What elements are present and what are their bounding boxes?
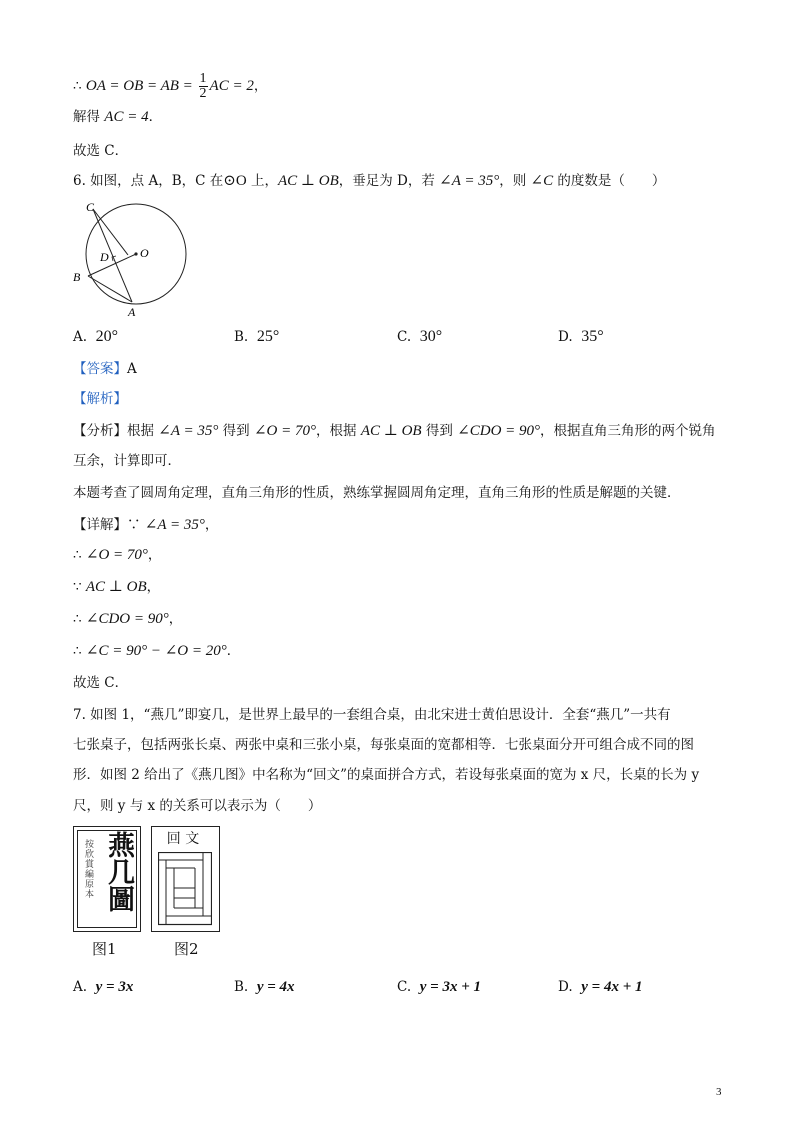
prev-conclusion: 故选 C． bbox=[73, 143, 129, 159]
prev-line-2: 解得 AC = 4． bbox=[73, 109, 163, 125]
q6-detail-line-2: ∴ ∠O = 70°， bbox=[73, 547, 162, 563]
q7-stem-line-1: 7. 如图 1，“燕几”即宴几，是世界上最早的一套组合桌，由北宋进士黄伯思设计．全套“燕几”一共有 bbox=[73, 707, 671, 723]
label-d: D bbox=[100, 250, 109, 264]
q7-stem-line-3: 形．如图 2 给出了《燕几图》中名称为“回文”的桌面拼合方式，若设每张桌面的宽为 x 尺，长桌的长为 y bbox=[73, 767, 700, 783]
q7-stem-line-4: 尺，则 y 与 x 的关系可以表示为（ ） bbox=[73, 798, 322, 814]
q6-stem: 6. 如图，点 A，B，C 在⊙O 上，AC ⊥ OB，垂足为 D，若 ∠A = 35°，则 ∠C 的度数是（ ） bbox=[73, 173, 666, 189]
label-b: B bbox=[73, 270, 81, 284]
figure-2-title: 回 文 bbox=[166, 831, 200, 847]
q7-option-a[interactable]: A. y = 3x bbox=[73, 979, 134, 995]
q7-option-b[interactable]: B. y = 4x bbox=[234, 979, 295, 995]
figure-2-table-layout bbox=[158, 852, 212, 926]
segment-co bbox=[93, 209, 128, 255]
q6-summary: 本题考查了圆周角定理，直角三角形的性质，熟练掌握圆周角定理，直角三角形的性质是解题的关键． bbox=[73, 485, 681, 501]
page-number: 3 bbox=[716, 1086, 722, 1098]
q6-detail-line-1: 【详解】∵ ∠A = 35°， bbox=[73, 517, 219, 533]
q7-stem-line-2: 七张桌子，包括两张长桌、两张中桌和三张小桌，每张桌面的宽都相等．七张桌面分开可组合成不同的图 bbox=[73, 737, 694, 753]
figure-2-caption: 图2 bbox=[174, 940, 199, 958]
figure-2-huiwen bbox=[151, 826, 220, 932]
label-a: A bbox=[128, 305, 136, 318]
label-o: O bbox=[140, 246, 149, 260]
q6-conclusion: 故选 C． bbox=[73, 675, 129, 691]
figure-1-scroll bbox=[73, 826, 141, 932]
q6-option-a[interactable]: A. 20° bbox=[73, 328, 119, 345]
q6-detail-line-3: ∵ AC ⊥ OB， bbox=[73, 579, 161, 595]
q6-circle-figure bbox=[68, 198, 190, 318]
q6-detail-line-4: ∴ ∠CDO = 90°， bbox=[73, 611, 183, 627]
prev-line-1: ∴ OA = OB = AB = $\frac{1}{2}$ AC = 2， bbox=[73, 71, 268, 101]
q6-option-d[interactable]: D. 35° bbox=[558, 328, 604, 345]
q7-option-d[interactable]: D. y = 4x + 1 bbox=[558, 979, 643, 995]
segment-ba bbox=[88, 276, 132, 302]
figure-1-title-calligraphy: 燕几圖 bbox=[103, 831, 134, 912]
q6-fenxi-line-2: 互余，计算即可． bbox=[73, 453, 181, 469]
q6-analysis-tag: 【解析】 bbox=[73, 391, 127, 407]
figure-1-small-inscription: 按欣賞編原本 bbox=[83, 839, 93, 899]
q6-option-c[interactable]: C. 30° bbox=[397, 328, 443, 345]
figure-1-caption: 图1 bbox=[92, 940, 117, 958]
center-point bbox=[134, 252, 137, 255]
q7-option-c[interactable]: C. y = 3x + 1 bbox=[397, 979, 481, 995]
q6-answer: 【答案】A bbox=[73, 361, 137, 377]
fraction-one-half: $\frac{1}{2}$ bbox=[199, 71, 207, 101]
label-c: C bbox=[86, 200, 95, 214]
q6-fenxi-line-1: 【分析】根据 ∠A = 35° 得到 ∠O = 70°，根据 AC ⊥ OB 得到 ∠CDO = 90°，根据直角三角形的两个锐角 bbox=[73, 423, 716, 439]
q6-option-b[interactable]: B. 25° bbox=[234, 328, 280, 345]
q6-detail-line-5: ∴ ∠C = 90° − ∠O = 20°． bbox=[73, 643, 241, 659]
